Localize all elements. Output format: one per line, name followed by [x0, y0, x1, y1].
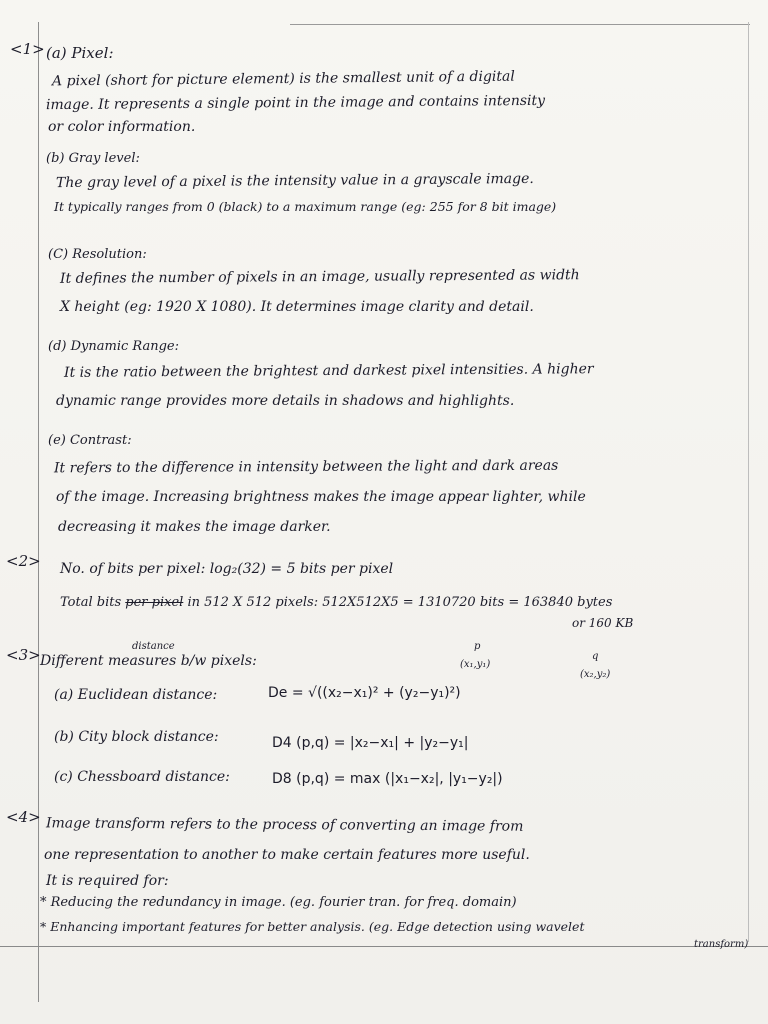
q3-b-formula: D4 (p,q) = |x₂−x₁| + |y₂−y₁| — [272, 735, 469, 751]
q1-e-line-1: It refers to the difference in intensity between the light and dark areas — [53, 457, 559, 477]
q3-heading-insert: distance — [132, 641, 175, 652]
q4-line-2: one representation to another to make certain features more useful. — [44, 847, 530, 863]
q4-bullet-2: * Enhancing important features for better analysis. (eg. Edge detection using wavelet — [40, 919, 585, 934]
q1-b-line-2: It typically ranges from 0 (black) to a maximum range (eg: 255 for 8 bit image) — [54, 199, 557, 214]
q4-bullet-2-tail: transform) — [694, 939, 749, 950]
q3-a-label: (a) Euclidean distance: — [54, 687, 218, 703]
q4-line-1: Image transform refers to the process of converting an image from — [45, 815, 524, 835]
q3-point-q-coords: (x₂,y₂) — [580, 669, 611, 680]
q3-c-label: (c) Chessboard distance: — [54, 769, 230, 785]
q2-total-bits-label: Total bits — [60, 595, 122, 610]
q1-a-line-2: image. It represents a single point in the image and contains intensity — [45, 92, 546, 114]
q4-bullet-1: * Reducing the redundancy in image. (eg. fourier tran. for freq. domain) — [40, 895, 517, 910]
q3-heading: Different measures b/w pixels: — [40, 653, 257, 669]
q3-a-formula: De = √((x₂−x₁)² + (y₂−y₁)²) — [268, 685, 461, 701]
q1-e-heading: (e) Contrast: — [48, 433, 132, 448]
question-1-number: <1> — [10, 40, 45, 58]
q2-line-1: No. of bits per pixel: log₂(32) = 5 bits per pixel — [60, 561, 394, 577]
q3-point-q-label: q — [592, 651, 599, 662]
top-rule — [290, 24, 750, 25]
question-2-number: <2> — [6, 552, 41, 570]
question-4-number: <4> — [6, 808, 41, 826]
q2-total-bits-calc: in 512 X 512 pixels: 512X512X5 = 1310720 bits = 163840 bytes — [187, 595, 613, 610]
q2-line-3: or 160 KB — [572, 616, 634, 630]
q3-point-p-label: p — [474, 641, 481, 652]
q2-struck-text: per pixel — [125, 595, 184, 610]
q1-a-line-1: A pixel (short for picture element) is the smallest unit of a digital — [51, 68, 515, 90]
page-right-edge — [748, 22, 749, 942]
q1-e-line-2: of the image. Increasing brightness makes the image appear lighter, while — [56, 489, 586, 505]
q2-line-2 — [60, 594, 612, 612]
q3-point-p-coords: (x₁,y₁) — [460, 659, 491, 670]
q1-c-line-2: X height (eg: 1920 X 1080). It determines image clarity and detail. — [60, 299, 534, 315]
q1-d-line-2: dynamic range provides more details in shadows and highlights. — [56, 393, 515, 409]
q1-b-line-1: The gray level of a pixel is the intensity value in a grayscale image. — [55, 170, 534, 192]
q1-e-line-3: decreasing it makes the image darker. — [58, 519, 331, 535]
q1-c-line-1: It defines the number of pixels in an image, usually represented as width — [59, 267, 580, 287]
question-3-number: <3> — [6, 646, 41, 664]
q4-line-3: It is required for: — [46, 873, 169, 889]
q1-c-heading: (C) Resolution: — [48, 247, 147, 262]
q1-a-heading: (a) Pixel: — [46, 44, 114, 62]
q1-a-line-3: or color information. — [48, 119, 196, 135]
q1-b-heading: (b) Gray level: — [46, 151, 140, 166]
margin-line — [38, 22, 39, 1002]
q1-d-heading: (d) Dynamic Range: — [48, 339, 179, 354]
bottom-rule — [0, 946, 768, 947]
q3-b-label: (b) City block distance: — [54, 729, 219, 745]
q1-d-line-1: It is the ratio between the brightest and darkest pixel intensities. A higher — [63, 361, 594, 381]
q3-c-formula: D8 (p,q) = max (|x₁−x₂|, |y₁−y₂|) — [272, 771, 503, 787]
